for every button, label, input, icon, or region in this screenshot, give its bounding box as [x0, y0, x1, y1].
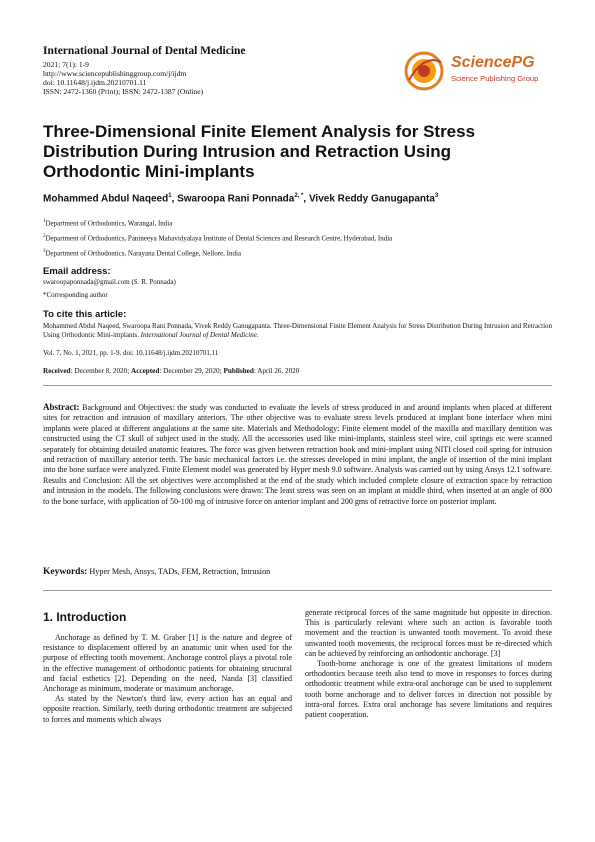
divider: [43, 385, 552, 386]
author-sup: 1: [168, 193, 172, 199]
citation-volume: Vol. 7, No. 1, 2021, pp. 1-9. doi: 10.11648/j.ijdm.20210701.11: [43, 349, 219, 357]
citation-text: [43, 322, 558, 340]
sciencepg-logo: [401, 50, 571, 92]
issue-info: 2021; 7(1): 1-9: [43, 60, 89, 69]
affiliation-sup: 1: [43, 219, 46, 224]
affiliation: [43, 219, 563, 227]
paragraph: Anchorage as defined by T. M. Graber [1] is the nature and degree of resistance to displacement offered by an anatomic unit when used for the purpose of effecting tooth movement. Anchorage control plays a pivotal role in the effective management of orthodontic patients for obtaining structural and facial esthetics [2]. Depending on the need, Nanda [3] classified Anchorage as minimum, moderate or maximum anchorage.: [43, 633, 292, 694]
section-heading: 1. Introduction: [43, 610, 127, 624]
sciencepg-logo-icon: [401, 50, 447, 92]
affiliation: [43, 249, 563, 257]
abstract-text: Background and Objectives: the study was conducted to evaluate the levels of stress produced in and around implants when placed at different sites for retraction and intrusion of maxillary anteriors. The other objective was to evaluate stress levels produced at implant bone interface when mini implants were placed at different angulations at the same site. Materials and Methodology: Finite element model of the maxilla and maxillary dentition was constructed using the CT skull of subject used in the study. All the accessories used like mini-implants, stainless steel wire, coil springs etc were scanned separately for obtaining detailed anatomic features. The force was given between retraction hook and mini-implant using NITI closed coil spring for intrusion and retraction of maxillary anterior teeth. The basic mechanical factors i.e. the stresses developed in mini implant, the angle of insertion of the mini implant into the bone surface were analyzed. Finite Element model was generated by Hyper mesh 9.0 software. Analysis was carried out by using Ansys 12.1 software. Results and Conclusion: All the set objectives were accomplished at the end of the study which included complete closure of extraction space by retraction and intrusion in the models. The following conclusions were drawn: The least stress was seen on an implant at middle third, when inserted at an angle of 800 to the bone surface, with application of 50-100 mg of intrusive force on anterior implant and 200 gms of retractive force on posterior implant.: [43, 403, 553, 506]
published-date: : April 26, 2020: [253, 367, 300, 375]
keywords-label: Keywords:: [43, 567, 88, 577]
cite-heading: To cite this article:: [43, 309, 127, 320]
affiliation-sup: 2: [43, 234, 46, 239]
journal-url[interactable]: http://www.sciencepublishinggroup.com/j/ijdm: [43, 69, 187, 78]
author-name: Vivek Reddy Ganugapanta: [308, 193, 435, 205]
abstract-label: Abstract:: [43, 402, 80, 412]
author-name: Mohammed Abdul Naqeed: [43, 193, 169, 205]
received-label: Received: [43, 367, 71, 375]
author-sup: 3: [434, 193, 439, 199]
author-list: Mohammed Abdul Naqeed$^1$, Swaroopa Rani Ponnada$^{2, *}$, Vivek Reddy Ganugapanta$^3$: [43, 193, 439, 205]
accepted-label: Accepted: [131, 367, 160, 375]
received-date: : December 8, 2020;: [70, 367, 132, 375]
citation-end: .: [256, 331, 259, 339]
citation-journal: International Journal of Dental Medicine: [140, 331, 257, 339]
citation-body: Mohammed Abdul Naqeed, Swaroopa Rani Ponnada, Vivek Reddy Ganugapanta. Three-Dimensional Finite Element Analysis for Stress Distribution During Intrusion and Retraction Using Orthodontic Mini-implants.: [43, 322, 553, 339]
paragraph: Tooth-borne anchorage is one of the greatest limitations of modern orthodontics because teeth also tend to move in responses to forces during orthodontic treatment while extra-oral anchorage can be used to supplement tooth borne anchorage and to deliver forces in direction not possible by intra-oral forces. Extra oral anchorage has severe limitations and requires patient cooperation.: [305, 659, 552, 720]
affiliation-text: Department of Orthodontics, Narayana Dental College, Nellore, India: [45, 249, 242, 258]
keywords: [43, 567, 270, 577]
keywords-text: Hyper Mesh, Ansys, TADs, FEM, Retraction, Intrusion: [89, 567, 271, 576]
article-dates: [43, 367, 299, 375]
affiliation: [43, 234, 563, 242]
paragraph: As stated by the Newton's third law, every action has an equal and opposite reaction. Similarly, teeth during orthodontic treatment are subjected to forces and moments which always: [43, 694, 292, 724]
published-label: Published: [223, 367, 254, 375]
intro-left-column: [43, 633, 292, 725]
journal-name: International Journal of Dental Medicine: [43, 45, 246, 57]
affiliation-sup: 3: [43, 249, 46, 254]
accepted-date: : December 29, 2020;: [159, 367, 224, 375]
email-address[interactable]: swaroopaponnada@gmail.com (S. R. Ponnada): [43, 278, 176, 286]
affiliation-text: Department of Orthodontics, Warangal, India: [45, 219, 173, 228]
abstract: [43, 402, 552, 507]
doi-line[interactable]: doi: 10.11648/j.ijdm.20210701.11: [43, 78, 147, 87]
intro-right-column: [305, 608, 552, 720]
issn-line: ISSN: 2472-1360 (Print); ISSN: 2472-1387 (Online): [43, 87, 204, 96]
divider: [43, 590, 552, 591]
email-heading: Email address:: [43, 266, 111, 277]
logo-wordmark: SciencePG: [451, 54, 535, 71]
corresponding-note: *Corresponding author: [43, 291, 108, 299]
paragraph: generate reciprocal forces of the same magnitude but opposite in direction. This is particularly relevant where such an action is favorable tooth movement and the reaction is unwanted tooth movement. To avoid these unwanted tooth movements, the reciprocal forces must be re-directed which can be achieved by reinforcing an orthodontic anchorage. [3]: [305, 608, 552, 658]
logo-subtitle: Science Publishing Group: [451, 74, 539, 83]
affiliation-text: Department of Orthodontics, Panineeya Mahavidyalaya Institute of Dental Sciences and Research Centre, Hyderabad, India: [45, 234, 393, 243]
article-title: Three-Dimensional Finite Element Analysis for Stress Distribution During Intrusion and Retraction Using Orthodontic Mini-implants: [43, 122, 476, 181]
author-sup: 2, *: [294, 193, 304, 199]
author-name: Swaroopa Rani Ponnada: [177, 193, 295, 205]
